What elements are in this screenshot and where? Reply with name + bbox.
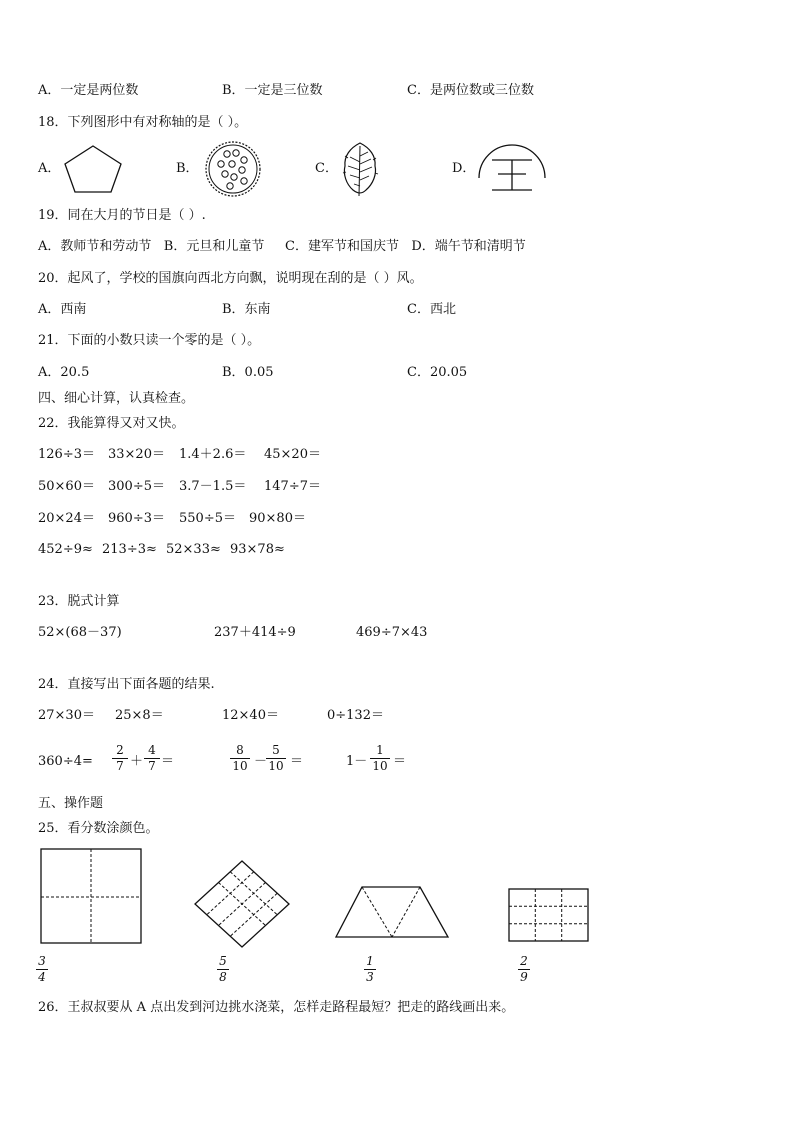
q22-r2-c3: 3.7－1.5＝: [179, 479, 247, 494]
q18-option-c-label: C．: [315, 161, 338, 176]
q24-e3-frac-1: 8 10: [230, 744, 250, 773]
q20-stem: 20．起风了，学校的国旗向西北方向飘，说明现在刮的是（ ）风。: [38, 271, 423, 286]
q22-r1-c1: 126÷3＝: [38, 447, 95, 462]
square-quarters-figure: [40, 848, 142, 944]
q24-e2-op: ＋: [130, 754, 144, 769]
q21-option-c: C．20.05: [407, 365, 468, 380]
q24-e3-op: －: [254, 754, 268, 769]
q23-stem: 23．脱式计算: [38, 594, 120, 609]
q18-option-d-label: D．: [452, 161, 476, 176]
leaf-figure: [340, 140, 380, 198]
q18-option-a-label: A．: [38, 161, 61, 176]
q23-item-1: 52×(68－37): [38, 625, 122, 640]
q24-e2-frac-2: 4 7: [144, 744, 160, 773]
q23-item-2: 237＋414÷9: [214, 625, 296, 640]
q24-stem: 24．直接写出下面各题的结果.: [38, 677, 215, 692]
q24-r1-c1: 27×30＝: [38, 708, 95, 723]
section-5-heading: 五、操作题: [38, 796, 104, 811]
cookie-figure: [202, 140, 264, 198]
pentagon-figure: [62, 143, 124, 195]
q18-option-b-label: B．: [176, 161, 199, 176]
q22-r1-c4: 45×20＝: [264, 447, 321, 462]
q22-r3-c2: 960÷3＝: [108, 511, 165, 526]
q25-fraction-1: 3 4: [36, 955, 48, 984]
q22-r1-c2: 33×20＝: [108, 447, 165, 462]
q17-option-a: A．一定是两位数: [38, 83, 139, 98]
q22-r4-c3: 52×33≈: [166, 542, 221, 557]
q25-fraction-4: 2 9: [518, 955, 530, 984]
q20-option-b: B．东南: [222, 302, 271, 317]
q21-option-a: A．20.5: [38, 365, 90, 380]
q18-stem: 18．下列图形中有对称轴的是（ ）。: [38, 115, 248, 130]
q20-option-c: C．西北: [407, 302, 456, 317]
q24-r1-c3: 12×40＝: [222, 708, 279, 723]
q19-options: A．教师节和劳动节 B．元旦和儿童节 C．建军节和国庆节 D．端午节和清明节: [38, 239, 526, 254]
q22-r4-c1: 452÷9≈: [38, 542, 93, 557]
rectangle-ninths-figure: [508, 888, 590, 942]
q21-stem: 21．下面的小数只读一个零的是（ ）。: [38, 333, 261, 348]
q22-r1-c3: 1.4＋2.6＝: [179, 447, 247, 462]
q20-option-a: A．西南: [38, 302, 87, 317]
q24-e4-pre: 1－: [346, 754, 368, 769]
q24-e4-frac: 1 10: [370, 744, 390, 773]
q22-r2-c1: 50×60＝: [38, 479, 95, 494]
q24-r1-c2: 25×8＝: [115, 708, 164, 723]
diamond-eighths-figure: [192, 858, 292, 950]
q24-e4-eq: ＝: [393, 754, 407, 769]
q17-option-c: C．是两位数或三位数: [407, 83, 534, 98]
q22-r3-c3: 550÷5＝: [179, 511, 236, 526]
q26-stem: 26．王叔叔要从 A 点出发到河边挑水浇菜，怎样走路程最短？把走的路线画出来。: [38, 1000, 515, 1015]
q24-expr-1: 360÷4=: [38, 754, 93, 769]
q21-option-b: B．0.05: [222, 365, 274, 380]
q25-fraction-2: 5 8: [217, 955, 229, 984]
q19-stem: 19．同在大月的节日是（ ）.: [38, 208, 206, 223]
q24-r1-c4: 0÷132＝: [327, 708, 384, 723]
q24-e3-eq: ＝: [290, 754, 304, 769]
section-4-heading: 四、细心计算，认真检查。: [38, 391, 195, 406]
q22-r2-c2: 300÷5＝: [108, 479, 165, 494]
semicircle-figure: [476, 138, 548, 200]
q22-r4-c4: 93×78≈: [230, 542, 285, 557]
q25-fraction-3: 1 3: [364, 955, 376, 984]
q23-item-3: 469÷7×43: [356, 625, 428, 640]
q22-stem: 22．我能算得又对又快。: [38, 416, 185, 431]
q22-r4-c2: 213÷3≈: [102, 542, 157, 557]
q24-e2-eq: ＝: [161, 754, 175, 769]
q17-option-b: B．一定是三位数: [222, 83, 323, 98]
q24-e3-frac-2: 5 10: [266, 744, 286, 773]
q24-e2-frac-1: 2 7: [112, 744, 128, 773]
q25-stem: 25．看分数涂颜色。: [38, 821, 159, 836]
q22-r3-c4: 90×80＝: [249, 511, 306, 526]
q22-r2-c4: 147÷7＝: [264, 479, 321, 494]
trapezoid-thirds-figure: [334, 885, 450, 939]
q22-r3-c1: 20×24＝: [38, 511, 95, 526]
